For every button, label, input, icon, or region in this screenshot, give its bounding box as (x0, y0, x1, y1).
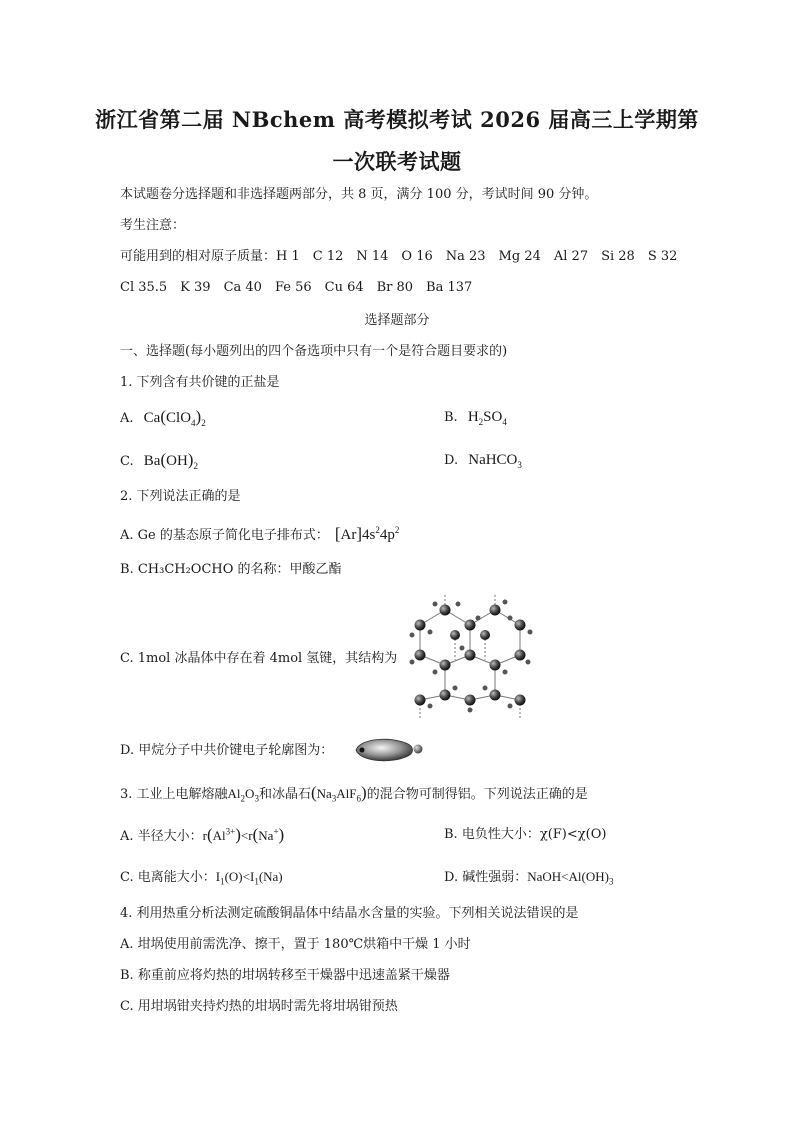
q2-stem: 2. 下列说法正确的是 (120, 489, 241, 504)
notice-heading: 考生注意： (120, 218, 186, 233)
q1-b-label: B. (444, 410, 458, 425)
q3-stem-pre: 3. 工业上电解熔融 (120, 787, 228, 802)
q1-option-a (120, 408, 206, 428)
q3-c-text: C. 电离能大小： (120, 870, 216, 885)
q3-stem-mid: 和冰晶石 (258, 787, 311, 802)
q3-stem-post: 的混合物可制得铝。下列说法正确的是 (366, 787, 588, 802)
q4-option-a: A. 坩埚使用前需洗净、擦干，置于 180℃烘箱中干燥 1 小时 (120, 937, 471, 952)
q3-alumina-formula: $Al_2O_3$ (227, 786, 259, 804)
q2-a-formula: $[Ar]4s^24p^2$ (334, 524, 400, 543)
q1-d-formula: NaHCO$_3$ (468, 452, 522, 470)
q3-a-text: A. 半径大小： (120, 829, 203, 844)
q1-option-c (120, 451, 198, 471)
q3-stem (120, 784, 588, 804)
q3-c-formula: $I_1(O)<I_1(Na)$ (215, 869, 283, 887)
q3-a-formula: $r(Al^{3+})<r(Na^+)$ (202, 825, 285, 844)
q3-option-d (444, 868, 613, 887)
q3-option-c (120, 868, 283, 887)
atomic-mass-values-1: H 1 C 12 N 14 O 16 Na 23 Mg 24 Al 27 Si 28 S 32 (276, 249, 678, 264)
q1-c-formula: $Ba(OH)_2$ (143, 450, 198, 471)
exam-title-line2: 一次联考试题 (332, 149, 462, 174)
q1-c-label: C. (120, 454, 134, 469)
ice-crystal-structure-image (400, 590, 550, 722)
q3-option-b (444, 826, 606, 844)
q3-d-text: D. 碱性强弱： (444, 870, 528, 885)
q3-cryolite-formula: $(Na_3AlF_6)$ (310, 783, 367, 804)
q4-stem: 4. 利用热重分析法测定硫酸铜晶体中结晶水含量的实验。下列相关说法错误的是 (120, 906, 579, 921)
q2-a-text: A. Ge 的基态原子简化电子排布式： (120, 528, 329, 543)
methane-bond-contour-image (352, 734, 432, 766)
atomic-mass-line1 (120, 248, 677, 266)
q3-option-a (120, 826, 284, 846)
q3-d-formula: $NaOH<Al(OH)_3$ (527, 869, 614, 887)
q1-stem: 1. 下列含有共价键的正盐是 (120, 375, 280, 390)
q2-option-b: B. CH₃CH₂OCHO 的名称：甲酸乙酯 (120, 562, 342, 577)
q1-a-label: A. (120, 411, 134, 426)
section-title: 选择题部分 (364, 313, 430, 328)
q3-b-text: B. 电负性大小： (444, 827, 540, 842)
exam-description: 本试题卷分选择题和非选择题两部分，共 8 页，满分 100 分，考试时间 90 分钟。 (120, 187, 598, 202)
q3-b-formula: χ(F)<χ(O) (539, 827, 607, 842)
section-heading: 一、选择题(每小题列出的四个备选项中只有一个是符合题目要求的) (120, 344, 508, 359)
q1-d-label: D. (444, 453, 459, 468)
exam-title-line1: 浙江省第二届 NBchem 高考模拟考试 2026 届高三上学期第 (95, 107, 699, 132)
atomic-mass-label: 可能用到的相对原子质量： (120, 249, 277, 264)
q4-option-c: C. 用坩埚钳夹持灼热的坩埚时需先将坩埚钳预热 (120, 999, 398, 1014)
q1-option-b (444, 408, 507, 427)
q2-option-c: C. 1mol 冰晶体中存在着 4mol 氢键，其结构为 (120, 651, 398, 666)
atomic-mass-line2: Cl 35.5 K 39 Ca 40 Fe 56 Cu 64 Br 80 Ba 137 (120, 280, 473, 295)
q2-option-a (120, 525, 399, 545)
q1-option-d (444, 451, 522, 470)
q1-a-formula: $Ca(ClO_4)_2$ (143, 407, 206, 428)
q1-b-formula: $H_2SO_4$ (467, 409, 507, 427)
q2-option-d: D. 甲烷分子中共价键电子轮廓图为： (120, 743, 334, 758)
q4-option-b: B. 称重前应将灼热的坩埚转移至干燥器中迅速盖紧干燥器 (120, 968, 450, 983)
